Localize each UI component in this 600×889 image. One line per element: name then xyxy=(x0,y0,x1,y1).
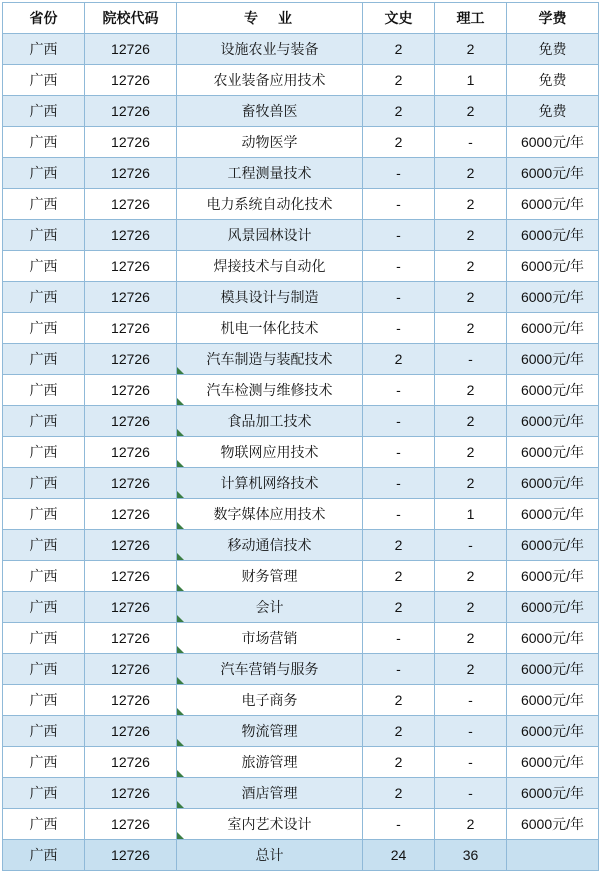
cell-science-count: 2 xyxy=(435,251,507,282)
cell-arts-count: - xyxy=(363,437,435,468)
cell-arts-count: - xyxy=(363,313,435,344)
table-row xyxy=(3,158,599,189)
table-row xyxy=(3,189,599,220)
table-body xyxy=(3,34,599,871)
table-row xyxy=(3,778,599,809)
cell-school-code: 12726 xyxy=(85,220,177,251)
cell-science-count: 2 xyxy=(435,189,507,220)
cell-tuition: 免费 xyxy=(507,65,599,96)
cell-school-code: 12726 xyxy=(85,530,177,561)
cell-arts-count: 24 xyxy=(363,840,435,871)
cell-major: 食品加工技术 xyxy=(177,406,363,437)
cell-arts-count: - xyxy=(363,654,435,685)
cell-science-count: 2 xyxy=(435,592,507,623)
cell-science-count: - xyxy=(435,716,507,747)
header-row xyxy=(3,3,599,34)
cell-province: 广西 xyxy=(3,127,85,158)
cell-science-count: 2 xyxy=(435,561,507,592)
cell-science-count: 1 xyxy=(435,65,507,96)
cell-major: 畜牧兽医 xyxy=(177,96,363,127)
cell-arts-count: - xyxy=(363,499,435,530)
cell-province: 广西 xyxy=(3,96,85,127)
cell-school-code: 12726 xyxy=(85,34,177,65)
cell-school-code: 12726 xyxy=(85,437,177,468)
cell-major: 总计 xyxy=(177,840,363,871)
cell-tuition: 6000元/年 xyxy=(507,282,599,313)
table-row xyxy=(3,809,599,840)
cell-province: 广西 xyxy=(3,685,85,716)
cell-tuition xyxy=(507,840,599,871)
table-row xyxy=(3,437,599,468)
cell-tuition: 6000元/年 xyxy=(507,685,599,716)
table-row xyxy=(3,530,599,561)
cell-tuition: 6000元/年 xyxy=(507,654,599,685)
cell-arts-count: 2 xyxy=(363,65,435,96)
cell-major: 机电一体化技术 xyxy=(177,313,363,344)
column-header-arts: 文史 xyxy=(363,3,435,34)
table-row xyxy=(3,747,599,778)
table-row xyxy=(3,654,599,685)
cell-arts-count: - xyxy=(363,189,435,220)
cell-science-count: - xyxy=(435,530,507,561)
cell-science-count: - xyxy=(435,344,507,375)
cell-major: 设施农业与装备 xyxy=(177,34,363,65)
table-row xyxy=(3,220,599,251)
cell-arts-count: 2 xyxy=(363,685,435,716)
cell-major: 市场营销 xyxy=(177,623,363,654)
column-header-major: 专 业 xyxy=(177,3,363,34)
cell-science-count: 2 xyxy=(435,313,507,344)
table-row-total xyxy=(3,840,599,871)
cell-province: 广西 xyxy=(3,220,85,251)
cell-major: 会计 xyxy=(177,592,363,623)
table-row xyxy=(3,468,599,499)
cell-school-code: 12726 xyxy=(85,809,177,840)
cell-school-code: 12726 xyxy=(85,189,177,220)
cell-province: 广西 xyxy=(3,716,85,747)
cell-province: 广西 xyxy=(3,592,85,623)
cell-tuition: 6000元/年 xyxy=(507,375,599,406)
cell-science-count: 2 xyxy=(435,96,507,127)
cell-tuition: 6000元/年 xyxy=(507,809,599,840)
cell-school-code: 12726 xyxy=(85,468,177,499)
cell-arts-count: - xyxy=(363,468,435,499)
cell-tuition: 6000元/年 xyxy=(507,251,599,282)
cell-major: 工程测量技术 xyxy=(177,158,363,189)
cell-major: 风景园林设计 xyxy=(177,220,363,251)
cell-province: 广西 xyxy=(3,406,85,437)
cell-school-code: 12726 xyxy=(85,375,177,406)
cell-science-count: - xyxy=(435,778,507,809)
cell-province: 广西 xyxy=(3,623,85,654)
cell-school-code: 12726 xyxy=(85,65,177,96)
cell-arts-count: 2 xyxy=(363,561,435,592)
cell-tuition: 6000元/年 xyxy=(507,437,599,468)
cell-province: 广西 xyxy=(3,344,85,375)
cell-major: 汽车检测与维修技术 xyxy=(177,375,363,406)
cell-science-count: 2 xyxy=(435,220,507,251)
cell-arts-count: - xyxy=(363,623,435,654)
cell-school-code: 12726 xyxy=(85,561,177,592)
table-row xyxy=(3,96,599,127)
table-row xyxy=(3,716,599,747)
cell-province: 广西 xyxy=(3,561,85,592)
table-row xyxy=(3,406,599,437)
table-row xyxy=(3,561,599,592)
cell-arts-count: - xyxy=(363,406,435,437)
cell-province: 广西 xyxy=(3,158,85,189)
cell-major: 物流管理 xyxy=(177,716,363,747)
cell-major: 移动通信技术 xyxy=(177,530,363,561)
cell-tuition: 免费 xyxy=(507,96,599,127)
cell-arts-count: - xyxy=(363,282,435,313)
cell-tuition: 6000元/年 xyxy=(507,561,599,592)
cell-school-code: 12726 xyxy=(85,623,177,654)
cell-tuition: 6000元/年 xyxy=(507,189,599,220)
cell-science-count: - xyxy=(435,685,507,716)
table-row xyxy=(3,127,599,158)
cell-province: 广西 xyxy=(3,654,85,685)
cell-tuition: 6000元/年 xyxy=(507,778,599,809)
cell-school-code: 12726 xyxy=(85,778,177,809)
cell-tuition: 免费 xyxy=(507,34,599,65)
cell-school-code: 12726 xyxy=(85,716,177,747)
table-header xyxy=(3,3,599,34)
table-row xyxy=(3,34,599,65)
cell-school-code: 12726 xyxy=(85,654,177,685)
cell-school-code: 12726 xyxy=(85,344,177,375)
cell-province: 广西 xyxy=(3,189,85,220)
cell-school-code: 12726 xyxy=(85,499,177,530)
cell-tuition: 6000元/年 xyxy=(507,468,599,499)
cell-major: 酒店管理 xyxy=(177,778,363,809)
cell-province: 广西 xyxy=(3,282,85,313)
table-row xyxy=(3,592,599,623)
cell-arts-count: 2 xyxy=(363,778,435,809)
cell-arts-count: - xyxy=(363,158,435,189)
table-row xyxy=(3,344,599,375)
cell-school-code: 12726 xyxy=(85,251,177,282)
cell-province: 广西 xyxy=(3,468,85,499)
column-header-science: 理工 xyxy=(435,3,507,34)
cell-arts-count: 2 xyxy=(363,716,435,747)
cell-major: 旅游管理 xyxy=(177,747,363,778)
cell-school-code: 12726 xyxy=(85,406,177,437)
cell-major: 物联网应用技术 xyxy=(177,437,363,468)
cell-arts-count: 2 xyxy=(363,34,435,65)
cell-province: 广西 xyxy=(3,840,85,871)
table-row xyxy=(3,499,599,530)
table-row xyxy=(3,282,599,313)
enrollment-table-container xyxy=(0,2,600,871)
cell-province: 广西 xyxy=(3,437,85,468)
cell-science-count: 2 xyxy=(435,158,507,189)
cell-arts-count: - xyxy=(363,809,435,840)
cell-major: 汽车制造与装配技术 xyxy=(177,344,363,375)
cell-science-count: 2 xyxy=(435,375,507,406)
cell-tuition: 6000元/年 xyxy=(507,220,599,251)
table-row xyxy=(3,251,599,282)
cell-science-count: 2 xyxy=(435,406,507,437)
cell-major: 农业装备应用技术 xyxy=(177,65,363,96)
cell-tuition: 6000元/年 xyxy=(507,747,599,778)
cell-province: 广西 xyxy=(3,65,85,96)
cell-school-code: 12726 xyxy=(85,592,177,623)
cell-province: 广西 xyxy=(3,313,85,344)
cell-arts-count: - xyxy=(363,220,435,251)
cell-major: 模具设计与制造 xyxy=(177,282,363,313)
cell-science-count: 1 xyxy=(435,499,507,530)
cell-major: 汽车营销与服务 xyxy=(177,654,363,685)
table-row xyxy=(3,375,599,406)
cell-arts-count: 2 xyxy=(363,747,435,778)
table-row xyxy=(3,65,599,96)
cell-major: 焊接技术与自动化 xyxy=(177,251,363,282)
cell-province: 广西 xyxy=(3,34,85,65)
table-row xyxy=(3,623,599,654)
cell-tuition: 6000元/年 xyxy=(507,716,599,747)
cell-tuition: 6000元/年 xyxy=(507,158,599,189)
cell-arts-count: 2 xyxy=(363,96,435,127)
column-header-school-code: 院校代码 xyxy=(85,3,177,34)
cell-province: 广西 xyxy=(3,747,85,778)
cell-school-code: 12726 xyxy=(85,158,177,189)
cell-arts-count: 2 xyxy=(363,592,435,623)
cell-tuition: 6000元/年 xyxy=(507,344,599,375)
cell-tuition: 6000元/年 xyxy=(507,592,599,623)
cell-science-count: 2 xyxy=(435,437,507,468)
table-row xyxy=(3,313,599,344)
cell-province: 广西 xyxy=(3,530,85,561)
cell-science-count: - xyxy=(435,747,507,778)
cell-major: 财务管理 xyxy=(177,561,363,592)
cell-province: 广西 xyxy=(3,251,85,282)
cell-science-count: 2 xyxy=(435,809,507,840)
cell-province: 广西 xyxy=(3,809,85,840)
table-row xyxy=(3,685,599,716)
cell-tuition: 6000元/年 xyxy=(507,530,599,561)
cell-tuition: 6000元/年 xyxy=(507,499,599,530)
cell-science-count: - xyxy=(435,127,507,158)
cell-major: 电力系统自动化技术 xyxy=(177,189,363,220)
cell-major: 计算机网络技术 xyxy=(177,468,363,499)
cell-school-code: 12726 xyxy=(85,282,177,313)
cell-major: 数字媒体应用技术 xyxy=(177,499,363,530)
cell-major: 动物医学 xyxy=(177,127,363,158)
cell-arts-count: 2 xyxy=(363,344,435,375)
cell-province: 广西 xyxy=(3,499,85,530)
enrollment-table xyxy=(2,2,599,871)
cell-school-code: 12726 xyxy=(85,685,177,716)
cell-science-count: 2 xyxy=(435,623,507,654)
cell-science-count: 2 xyxy=(435,34,507,65)
cell-science-count: 2 xyxy=(435,282,507,313)
column-header-province: 省份 xyxy=(3,3,85,34)
cell-arts-count: 2 xyxy=(363,127,435,158)
cell-school-code: 12726 xyxy=(85,747,177,778)
cell-science-count: 36 xyxy=(435,840,507,871)
cell-school-code: 12726 xyxy=(85,313,177,344)
cell-school-code: 12726 xyxy=(85,127,177,158)
cell-school-code: 12726 xyxy=(85,96,177,127)
cell-tuition: 6000元/年 xyxy=(507,406,599,437)
cell-province: 广西 xyxy=(3,375,85,406)
cell-arts-count: 2 xyxy=(363,530,435,561)
cell-tuition: 6000元/年 xyxy=(507,127,599,158)
cell-science-count: 2 xyxy=(435,468,507,499)
cell-major: 室内艺术设计 xyxy=(177,809,363,840)
cell-science-count: 2 xyxy=(435,654,507,685)
cell-major: 电子商务 xyxy=(177,685,363,716)
cell-arts-count: - xyxy=(363,375,435,406)
column-header-tuition: 学费 xyxy=(507,3,599,34)
cell-province: 广西 xyxy=(3,778,85,809)
cell-arts-count: - xyxy=(363,251,435,282)
cell-school-code: 12726 xyxy=(85,840,177,871)
cell-tuition: 6000元/年 xyxy=(507,623,599,654)
cell-tuition: 6000元/年 xyxy=(507,313,599,344)
